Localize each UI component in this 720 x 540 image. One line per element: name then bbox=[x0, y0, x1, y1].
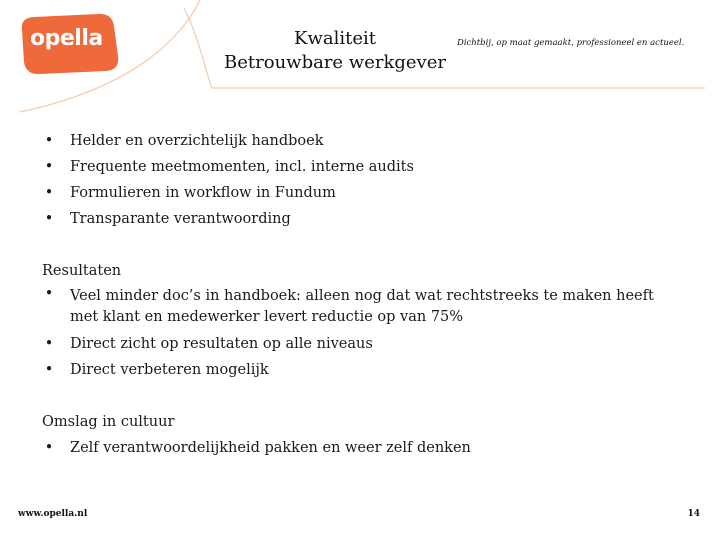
list-item: • Veel minder doc’s in handboek: alleen nog dat wat rechtstreeks te maken heeft met klant en medewerker levert reductie op van 75% bbox=[42, 284, 682, 331]
bullet-icon: • bbox=[44, 133, 54, 149]
bullet-icon: • bbox=[44, 336, 54, 352]
bullet-icon: • bbox=[44, 211, 54, 227]
list-item: • Direct verbeteren mogelijk bbox=[42, 357, 682, 383]
page-number: 14 bbox=[687, 509, 700, 519]
list-item: • Frequente meetmomenten, incl. interne audits bbox=[42, 154, 682, 180]
bullet-icon: • bbox=[44, 185, 54, 201]
resultaten-bullet-list bbox=[42, 284, 682, 383]
bullet-icon: • bbox=[44, 286, 54, 302]
slide-subtitle: Betrouwbare werkgever bbox=[224, 52, 446, 73]
section-title-omslag: Omslag in cultuur bbox=[42, 414, 175, 430]
tagline: Dichtbij, op maat gemaakt, professioneel en actueel. bbox=[457, 38, 685, 48]
section-title-resultaten: Resultaten bbox=[42, 263, 122, 279]
slide-title: Kwaliteit bbox=[294, 28, 376, 49]
omslag-bullet-list bbox=[42, 435, 682, 461]
opella-logo bbox=[0, 0, 200, 120]
bullet-icon: • bbox=[44, 362, 54, 378]
intro-bullet-list bbox=[42, 128, 682, 232]
list-item: • Transparante verantwoording bbox=[42, 206, 682, 232]
bullet-icon: • bbox=[44, 440, 54, 456]
logo-text: opella bbox=[30, 26, 103, 51]
footer-url: www.opella.nl bbox=[18, 509, 88, 519]
list-item: • Zelf verantwoordelijkheid pakken en weer zelf denken bbox=[42, 435, 682, 461]
list-item: • Direct zicht op resultaten op alle niveaus bbox=[42, 331, 682, 357]
bullet-icon: • bbox=[44, 159, 54, 175]
slide-content bbox=[42, 128, 682, 461]
list-item: • Helder en overzichtelijk handboek bbox=[42, 128, 682, 154]
list-item: • Formulieren in workflow in Fundum bbox=[42, 180, 682, 206]
